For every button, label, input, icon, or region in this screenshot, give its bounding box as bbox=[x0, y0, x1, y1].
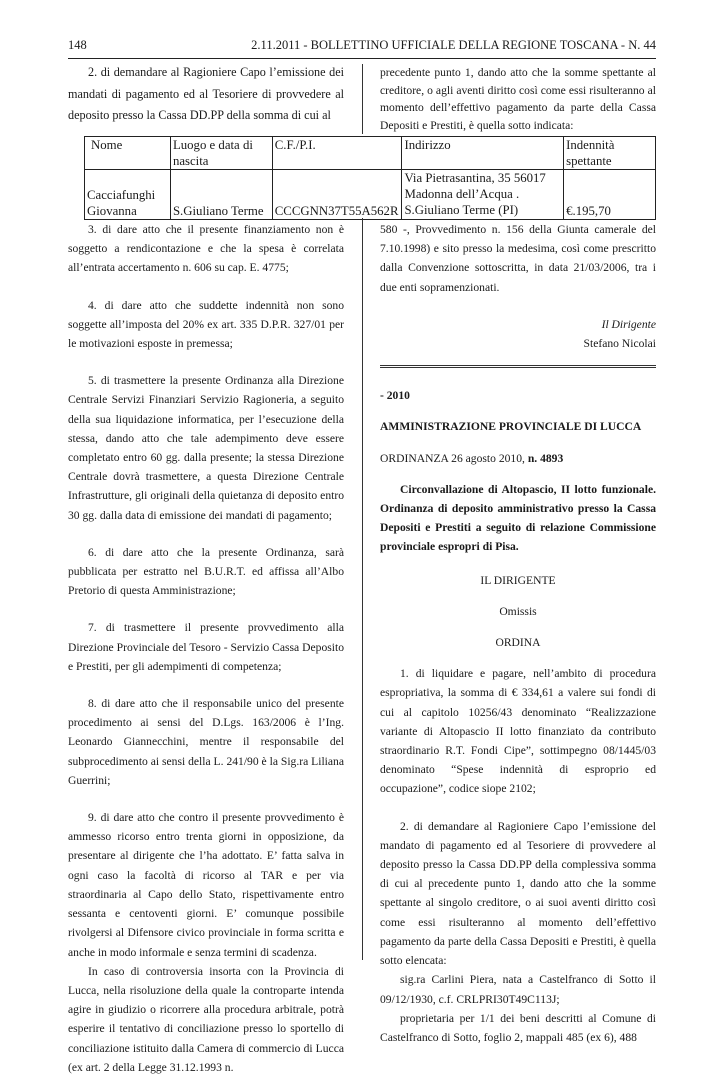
administration-heading: AMMINISTRAZIONE PROVINCIALE DI LUCCA bbox=[380, 420, 642, 434]
omissis-heading: Omissis bbox=[499, 604, 537, 618]
bulletin-title: 2.11.2011 - BOLLETTINO UFFICIALE DELLA REGIONE TOSCANA - N. 44 bbox=[251, 38, 656, 52]
page-header bbox=[68, 38, 656, 58]
paragraph-7: 7. di trasmettere il presente provvedimento alla Direzione Provinciale del Tesoro - Servizio Cassa Deposito e Prestiti, per gli adempimenti di competenza; bbox=[68, 621, 344, 673]
header-nome: Nome bbox=[85, 137, 171, 170]
left-column bbox=[68, 220, 344, 1077]
top-right-paragraph: precedente punto 1, dando atto che la somme spettante al creditore, o agli aventi diritto così come essi risulteranno al momento dell’effettivo pagamento da parte della Cassa Depositi e Prestiti, è quella sotto indicata: bbox=[380, 66, 656, 132]
top-left-column bbox=[68, 62, 344, 127]
paragraph-controversia: In caso di controversia insorta con la Provincia di Lucca, nella risoluzione della quale la controparte intenda agire in giudizio o ricorrere alla procedura arbitrale, potrà esperire il tentativo di conciliazione presso lo sportello di conciliazione istituito dalla Camera di commercio di Lucca (ex art. 2 della Legge 31.12.1993 n. bbox=[68, 964, 344, 1074]
column-divider-main bbox=[362, 218, 363, 960]
paragraph-6: 6. di dare atto che la presente Ordinanza, sarà pubblicata per estratto nel B.U.R.T. ed affissa all’Albo Pretorio di questa Amministrazione; bbox=[68, 545, 344, 598]
cell-nome: Cacciafunghi Giovanna bbox=[85, 170, 171, 220]
paragraph-9: 9. di dare atto che contro il presente provvedimento è ammesso ricorso entro trenta giorni in opposizione, da presentare al dirigente che l’ha adottato. E’ fatta salva in ogni caso la facoltà di ricorso al TAR e per via straordinaria al Capo dello Stato, rispettivamente entro sessanta e centoventi giorni. E’ comunque possibile rivolgersi al Difensore civico provinciale in forma scritta e anche in modo informale e senza termini di scadenza. bbox=[68, 811, 344, 959]
signature-name: Stefano Nicolai bbox=[583, 337, 656, 351]
paragraph-5: 5. di trasmettere la presente Ordinanza alla Direzione Centrale Servizi Finanziari Servizio Ragioneria, a seguito della sua liquidazione informatica, per l’esecuzione della stessa, dando atto che tale adempimento deve essere completato entro 60 gg. dalla presente; la stessa Direzione Centrale dovrà trasmettere, a questa Direzione Centrale Infrastrutture, gli originali della quietanza di deposito entro 30 gg. dalla data di emissione dei mandati di pagamento; bbox=[68, 374, 344, 522]
header-indirizzo: Indirizzo bbox=[402, 137, 564, 170]
property-paragraph: proprietaria per 1/1 dei beni descritti al Comune di Castelfranco di Sotto, foglio 2, mappali 485 (ex 6), 488 bbox=[380, 1011, 656, 1044]
right-column bbox=[380, 220, 656, 1047]
cell-cf: CCCGNN37T55A562R bbox=[272, 170, 402, 220]
cell-indennita: €.195,70 bbox=[564, 170, 656, 220]
creditor-paragraph: sig.ra Carlini Piera, nata a Castelfranco di Sotto il 09/12/1930, c.f. CRLPRI30T49C113J; bbox=[380, 973, 656, 1006]
ordinance-number: n. 4893 bbox=[527, 451, 564, 465]
header-cf: C.F./P.I. bbox=[272, 137, 402, 170]
right-paragraph-2: 2. di demandare al Ragioniere Capo l’emissione del mandato di pagamento ed al Tesoriere di provvedere al deposito presso la Cassa DD.PP della complessiva somma di cui al precedente punto 1, dando atto che la somme spettante al singolo creditore, o ai suoi aventi diritto così come essi risulteranno al momento dell’effettivo pagamento da parte della Cassa Depositi e Prestiti, è quella sotto elencata: bbox=[380, 819, 656, 968]
ordinance-date: ORDINANZA 26 agosto 2010, bbox=[380, 451, 528, 465]
top-right-column bbox=[380, 64, 656, 134]
ordinance-heading bbox=[380, 449, 656, 468]
ordina-heading: ORDINA bbox=[495, 636, 541, 650]
cell-indirizzo: Via Pietrasantina, 35 56017 Madonna dell’Acqua . S.Giuliano Terme (PI) bbox=[402, 170, 564, 220]
section-marker: - 2010 bbox=[380, 389, 410, 403]
il-dirigente-heading: IL DIRIGENTE bbox=[480, 573, 556, 587]
indemnity-table bbox=[84, 136, 656, 220]
column-divider-top bbox=[362, 64, 363, 134]
continuation-paragraph: 580 -, Provvedimento n. 156 della Giunta camerale del 7.10.1998) e sito presso la medesima, così come prescritto dalla Convenzione sottoscritta, in data 21/03/2006, tra i due enti sopramenzionati. bbox=[380, 223, 656, 294]
top-left-paragraph: 2. di demandare al Ragioniere Capo l’emissione dei mandati di pagamento ed al Tesoriere di provvedere al deposito presso la Cassa DD.PP della somma di cui al bbox=[68, 65, 344, 122]
signature-title: Il Dirigente bbox=[601, 317, 656, 331]
table-row bbox=[85, 170, 656, 220]
header-luogo: Luogo e data di nascita bbox=[170, 137, 272, 170]
page-number: 148 bbox=[68, 38, 87, 52]
right-paragraph-1: 1. di liquidare e pagare, nell’ambito di procedura espropriativa, la somma di € 334,61 a valere sui fondi di cui al capitolo 10256/43 denominato “Realizzazione variante di Altopascio II lotto finanziato da contributo straordinario R.T. Fondi Cipe”, sottimpegno 08/1445/03 denominato “Spese indennità di esproprio ed occupazione”, codice siope 2102; bbox=[380, 667, 656, 796]
table-header-row bbox=[85, 137, 656, 170]
paragraph-4: 4. di dare atto che suddette indennità non sono soggette all’imposta del 20% ex art. 335 D.P.R. 327/01 per le motivazioni esposte in premessa; bbox=[68, 298, 344, 351]
ordinance-subject: Circonvallazione di Altopascio, II lotto funzionale. Ordinanza di deposito amministrativo presso la Cassa Depositi e Prestiti a seguito di relazione Commissione provinciale espropri di Pisa. bbox=[380, 482, 656, 554]
paragraph-8: 8. di dare atto che il responsabile unico del presente procedimento ai sensi del D.Lgs. 163/2006 è l’Ing. Leonardo Giannecchini, mentre il responsabile del subprocedimento ai sensi della L. 241/90 è la Sig.ra Liliana Guerrini; bbox=[68, 697, 344, 787]
cell-luogo: S.Giuliano Terme bbox=[170, 170, 272, 220]
header-rule bbox=[68, 58, 656, 59]
paragraph-3: 3. di dare atto che il presente finanziamento non è soggetto a rendicontazione e che la spesa è correlata all’entrata accertamento n. 606 su cap. E. 4775; bbox=[68, 223, 344, 275]
header-indennita: Indennità spettante bbox=[564, 137, 656, 170]
